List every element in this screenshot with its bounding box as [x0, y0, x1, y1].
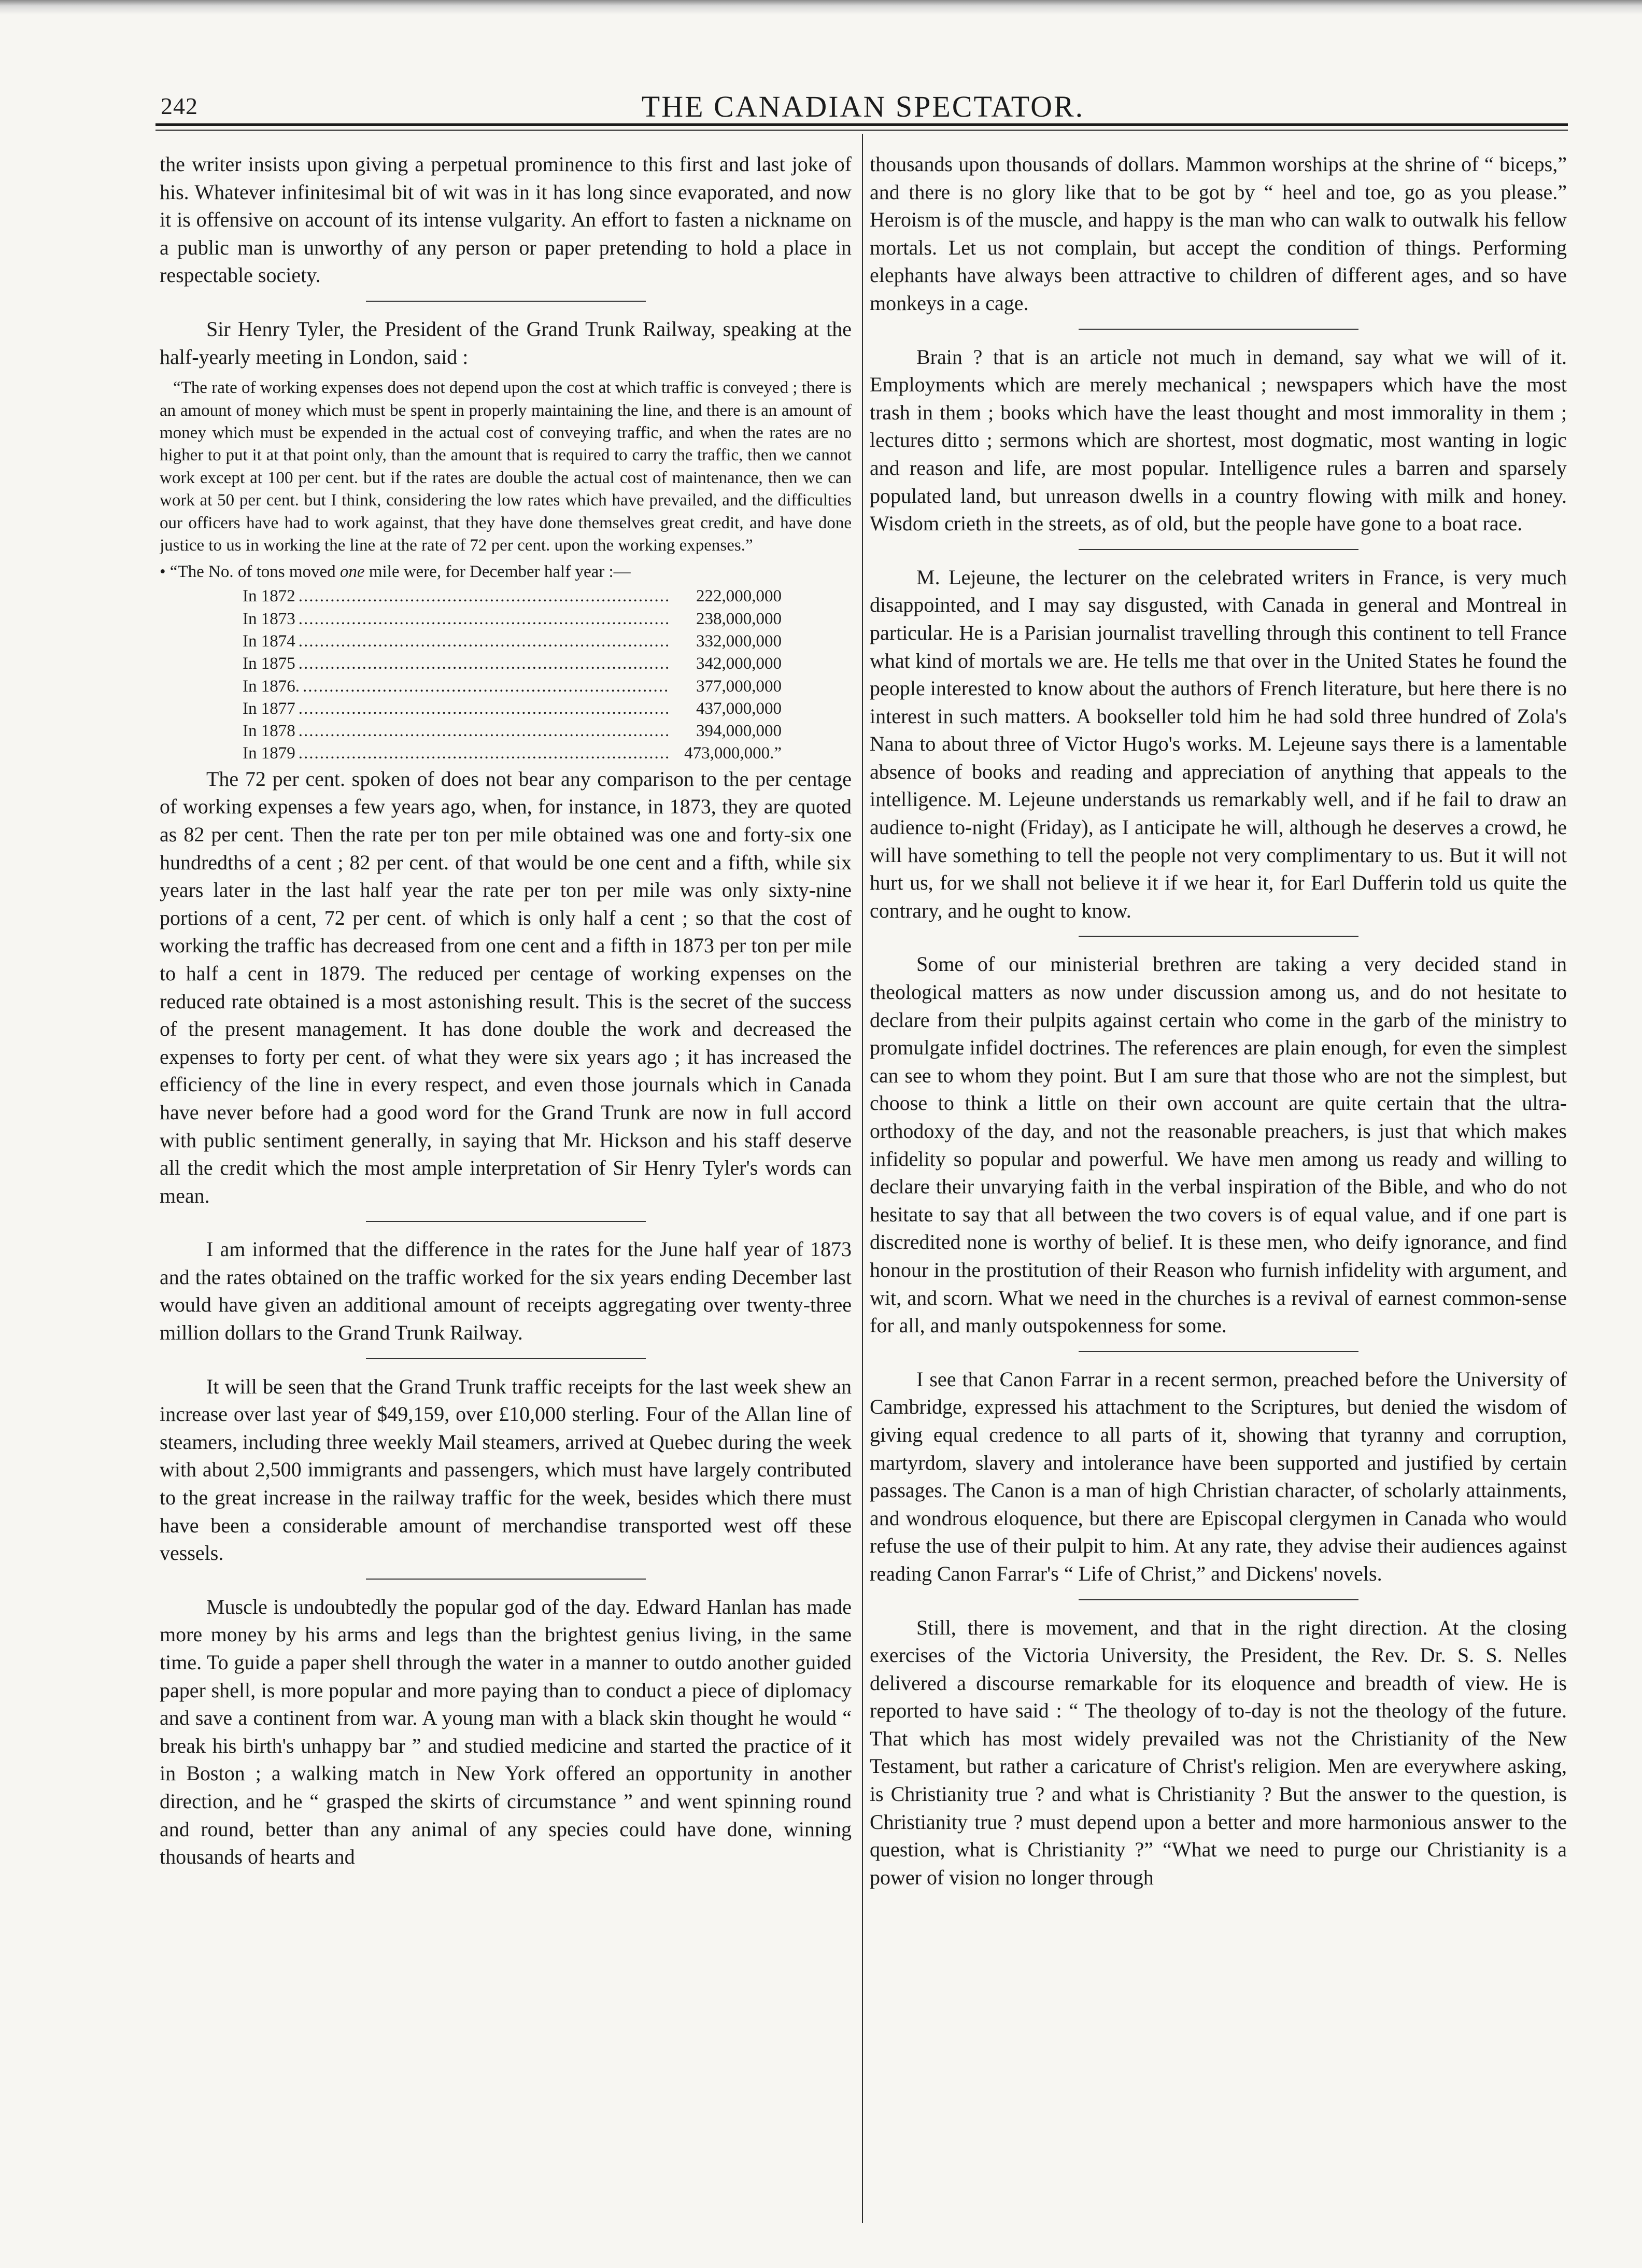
leader-dots [299, 720, 670, 742]
tons-row [243, 698, 782, 720]
section-separator [1079, 1351, 1358, 1352]
section-separator [1079, 549, 1358, 550]
tons-table-intro [160, 561, 852, 583]
tons-value: 473,000,000.” [684, 744, 782, 763]
paragraph-victoria-university: Still, there is movement, and that in the right direction. At the closing exercises of the Victoria University, the President, the Rev. Dr. S. S. Nelles delivered a discourse remarkable for its eloquence and breadth of view. He is reported to have said : “ The theology of to-day is not the theology of the future. That which has most widely prevailed was not the Christianity of the New Testament, but rather a caricature of Christ's religion. Men are everywhere asking, is Christianity true ? and what is Christianity ? But the answer to the question, is Christianity true ? must depend upon a better and more harmonious answer to the question, what is Christianity ?” “What we need to purge our Christianity is a power of vision no longer through [870, 1615, 1567, 1889]
tons-year: In 1879 [243, 744, 295, 763]
tons-row [243, 630, 782, 653]
tons-year: In 1874 [243, 632, 295, 651]
section-separator [1079, 936, 1358, 937]
tons-value: 342,000,000 [696, 654, 782, 673]
header-rule-thick [155, 123, 1568, 126]
tons-value: 394,000,000 [696, 722, 782, 741]
leader-dots [299, 608, 670, 630]
leader-dots [303, 675, 670, 698]
paragraph-ministerial-brethren: Some of our ministerial brethren are taking a very decided stand in theological matters as now under discussion among us, and do not hesitate to declare from their pulpits against certain who come in the garb of the ministry to promulgate infidel doctrines. The references are plain enough, for even the simplest can see to whom they point. But I am sure that those who are not the simplest, but choose to think a little on their own account are quite certain that the ultra-orthodoxy of the day, and not the reasonable preachers, is just that which makes infidelity so popular and powerful. We have men among us ready and willing to declare their unvarying faith in the verbal inspiration of the Bible, and who do not hesitate to say that all between the two covers is of equal value, and if one part is discredited none is worthy of belief. It is these men, who deify ignorance, and find honour in the prostitution of their Reason who furnish infidelity with argument, and wit, and scorn. What we need in the churches is a revival of earnest common-sense for all, and manly outspokenness for some. [870, 952, 1567, 1337]
paragraph-traffic-receipts: It will be seen that the Grand Trunk traffic receipts for the last week shew an increase over last year of $49,159, over £10,000 sterling. Four of the Allan line of steamers, including three weekly Mail steamers, arrived at Quebec during the week with about 2,500 immigrants and passengers, which must have largely contributed to the great increase in the railway traffic for the week, besides which there must have been a considerable amount of merchandise transported west off these vessels. [160, 1374, 852, 1565]
page-header [161, 87, 1565, 123]
paragraph-brain: Brain ? that is an article not much in demand, say what we will of it. Employments which are merely mechanical ; newspapers which have the most trash in them ; books which have the least thought and most immorality in them ; lectures ditto ; sermons which are shortest, most dogmatic, most wanting in logic and reason and life, are most popular. Intelligence rules a barren and sparsely populated land, but unreason dwells in a country flowing with milk and honey. Wisdom crieth in the streets, as of old, but the people have gone to a boat race. [870, 345, 1567, 536]
header-rule-thin [155, 130, 1568, 131]
tons-intro-text-b: mile were, for December half year :— [364, 562, 631, 582]
tons-year: In 1872 [243, 587, 295, 606]
tons-year: In 1875 [243, 654, 295, 673]
tons-row [243, 585, 782, 608]
journal-title: THE CANADIAN SPECTATOR. [641, 90, 1085, 123]
tons-row [243, 653, 782, 675]
tons-row [243, 675, 782, 698]
leader-dots [299, 742, 670, 765]
paragraph-canon-farrar: I see that Canon Farrar in a recent sermon, preached before the University of Cambridge, expressed his attachment to the Scriptures, but denied the wisdom of giving equal credence to all parts of it, showing that tyranny and corruption, martyrdom, slavery and intolerance have been supported and justified by certain passages. The Canon is a man of high Christian character, of scholarly attainments, and wondrous eloquence, but there are Episcopal clergymen in Canada who would refuse the use of their pulpit to him. At any rate, they advise their audiences against reading Canon Farrar's “ Life of Christ,” and Dickens' novels. [870, 1367, 1567, 1585]
paragraph-henry-tyler: Sir Henry Tyler, the President of the Grand Trunk Railway, speaking at the half-yearly meeting in London, said : [160, 317, 852, 369]
leader-dots [299, 653, 670, 675]
tons-year: In 1878 [243, 722, 295, 741]
paragraph-rate-difference: I am informed that the difference in the rates for the June half year of 1873 and the rates obtained on the traffic worked for the six years ending December last would have given an additional amount of receipts aggregating over twenty-three million dollars to the Grand Trunk Railway. [160, 1237, 852, 1345]
tons-value: 238,000,000 [696, 609, 782, 628]
paragraph-nickname-continued: the writer insists upon giving a perpetual prominence to this first and last joke of his. Whatever infinitesimal bit of wit was in it has long since evaporated, and now it is offensive on account of its intense vulgarity. An effort to fasten a nickname on a public man is unworthy of any person or paper pretending to hold a place in respectable society. [160, 152, 852, 287]
tons-value: 222,000,000 [696, 587, 782, 606]
tons-value: 332,000,000 [696, 632, 782, 651]
tyler-quote: “The rate of working expenses does not depend upon the cost at which traffic is conveyed ; there is an amount of money which must be spent in properly maintaining the line, and there is an amount of money which must be expended in the actual cost of conveying traffic, and when the rates are no higher to put it at that point only, than the amount that is required to carry the traffic, then we cannot work except at 100 per cent. but if the rates are double the actual cost of maintenance, then we can work at 50 per cent. but I think, considering the low rates which have prevailed, and the difficulties our officers have had to work against, that they have done themselves great credit, and have done justice to us in working the line at the rate of 72 per cent. upon the working expenses.” [160, 378, 852, 555]
tons-year: In 1877 [243, 699, 295, 718]
tons-intro-text-a: • “The No. of tons moved [160, 562, 340, 582]
tons-year: In 1873 [243, 609, 295, 628]
left-column [160, 150, 852, 2219]
tons-table [243, 585, 782, 765]
section-separator [366, 1358, 646, 1359]
page-number: 242 [161, 93, 198, 119]
leader-dots [299, 630, 670, 653]
paragraph-muscle-continued: thousands upon thousands of dollars. Mammon worships at the shrine of “ biceps,” and there is no glory like that to be got by “ heel and toe, go as you please.” Heroism is of the muscle, and happy is the man who can walk to outwalk his fellow mortals. Let us not complain, but accept the condition of things. Performing elephants have always been attractive to children of different ages, and so have monkeys in a cage. [870, 152, 1567, 315]
section-separator [366, 1579, 646, 1580]
tons-row [243, 608, 782, 630]
section-separator [1079, 329, 1358, 330]
tons-year: In 1876. [243, 677, 300, 696]
section-separator [366, 1221, 646, 1222]
paragraph-lejeune: M. Lejeune, the lecturer on the celebrated writers in France, is very much disappointed, and I may say disgusted, with Canada in general and Montreal in particular. He is a Parisian journalist travelling through this continent to tell France what kind of mortals we are. He tells me that over in the United States he found the people interested to know about the authors of French literature, but here there is no interest in such matters. A bookseller told him he had sold three hundred of Zola's Nana to about three of Victor Hugo's works. M. Lejeune says there is a lamentable absence of books and reading and appreciation of anything that appeals to the intelligence. M. Lejeune understands us remarkably well, and if he fail to draw an audience to-night (Friday), as I anticipate he will, although he deserves a crowd, he will have something to tell the people not very complimentary to us. But it will not hurt us, for we shall not believe it if we hear it, for Earl Dufferin told us quite the contrary, and he ought to know. [870, 565, 1567, 922]
section-separator [366, 301, 646, 302]
section-separator [1079, 1599, 1358, 1600]
tons-value: 437,000,000 [696, 699, 782, 718]
tons-row [243, 720, 782, 742]
tons-value: 377,000,000 [696, 677, 782, 696]
leader-dots [299, 698, 670, 720]
column-divider [862, 134, 863, 2223]
tons-intro-emphasis: one [339, 562, 365, 582]
right-column [870, 150, 1567, 2219]
leader-dots [299, 585, 670, 608]
paragraph-working-expenses: The 72 per cent. spoken of does not bear any comparison to the per centage of working expenses a few years ago, when, for instance, in 1873, they are quoted as 82 per cent. Then the rate per ton per mile obtained was one and forty-six one hundredths of a cent ; 82 per cent. of that would be one cent and a fifth, while six years later in the last half year the rate per ton per mile was only sixty-nine portions of a cent, 72 per cent. of which is only half a cent ; so that the cost of working the traffic has decreased from one cent and a fifth in 1873 per ton per mile to half a cent in 1879. The reduced per centage of working expenses on the reduced rate obtained is a most astonishing result. This is the secret of the success of the present management. It has done double the work and decreased the expenses to forty per cent. of what they were six years ago ; it has increased the efficiency of the line in every respect, and even those journals which in Canada have never before had a good word for the Grand Trunk are now in full accord with public sentiment generally, in saying that Mr. Hickson and his staff deserve all the credit which the most ample interpretation of Sir Henry Tyler's words can mean. [160, 767, 852, 1207]
scan-edge [0, 0, 1642, 15]
paragraph-muscle: Muscle is undoubtedly the popular god of the day. Edward Hanlan has made more money by his arms and legs than the brightest genius living, in the same time. To guide a paper shell through the water in a manner to outdo another guided paper shell, is more popular and more paying than to conduct a piece of diplomacy and save a continent from war. A young man with a black skin thought he would “ break his birth's unhappy bar ” and studied medicine and started the practice of it in Boston ; a walking match in New York offered an opportunity in another direction, and he “ grasped the skirts of circumstance ” and went spinning round and round, better than any animal of any species could have done, winning thousands of hearts and [160, 1595, 852, 1869]
tons-row [243, 742, 782, 765]
